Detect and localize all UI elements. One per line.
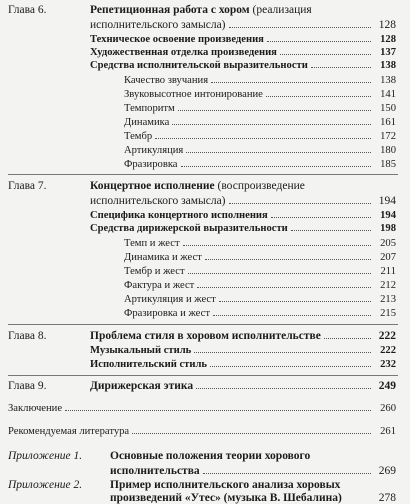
chapter-label: Глава 6. (8, 4, 47, 16)
toc-entry (124, 280, 396, 291)
subsection-title: Фразировка и жест (124, 308, 210, 319)
chapter-title-line (90, 180, 305, 192)
page-number: 128 (378, 19, 396, 31)
toc-entry (124, 266, 396, 277)
subsection-title: Темпоритм (124, 103, 175, 114)
toc-entry (124, 159, 396, 170)
literature-title: Рекомендуемая литература (8, 426, 130, 437)
toc-entry (90, 380, 396, 392)
page-number: 194 (378, 195, 396, 207)
toc-entry (8, 403, 396, 414)
toc-entry (124, 75, 396, 86)
appendix-title: Пример исполнительского анализа хоровых (110, 479, 341, 491)
section-title: Специфика концертного исполнения (90, 210, 268, 221)
subsection-title: Фразировка (124, 159, 178, 170)
appendix-title-cont: исполнительства (110, 465, 200, 477)
page-number: 261 (380, 426, 396, 437)
chapter-note: (воспроизведение (217, 180, 305, 192)
toc-entry (124, 294, 396, 305)
page-number: 260 (380, 403, 396, 414)
appendix-label: Приложение 2. (8, 479, 83, 491)
chapter-note: исполнительского замысла) (90, 195, 226, 207)
toc-entry (90, 210, 396, 221)
toc-entry (90, 345, 396, 356)
page-number: 249 (378, 380, 396, 392)
toc-entry (110, 465, 396, 477)
page-number: 232 (380, 359, 396, 370)
page-number: 198 (380, 223, 396, 234)
page-number: 138 (380, 75, 396, 86)
appendix-label: Приложение 1. (8, 450, 83, 462)
chapter-label: Глава 8. (8, 330, 47, 342)
toc-entry (124, 308, 396, 319)
subsection-title: Артикуляция и жест (124, 294, 216, 305)
page-number: 278 (378, 492, 396, 504)
subsection-title: Артикуляция (124, 145, 184, 156)
toc-entry (90, 60, 396, 71)
appendix-title-cont: произведений «Утес» (музыка В. Шебалина) (110, 492, 342, 504)
toc-entry (90, 34, 396, 45)
chapter-title-line (90, 4, 312, 16)
toc-entry (124, 145, 396, 156)
conclusion-title: Заключение (8, 403, 63, 414)
page-number: 161 (380, 117, 396, 128)
toc-entry (90, 359, 396, 370)
chapter-note: исполнительского замысла) (90, 19, 226, 31)
toc-entry (90, 47, 396, 58)
section-title: Средства исполнительской выразительности (90, 60, 308, 71)
subsection-title: Тембр (124, 131, 153, 142)
divider (8, 324, 398, 325)
toc-entry (90, 330, 396, 342)
chapter-note: (реализация (252, 4, 312, 16)
page-number: 150 (380, 103, 396, 114)
chapter-title: Концертное исполнение (90, 180, 215, 192)
subsection-title: Качество звучания (124, 75, 209, 86)
page-number: 212 (380, 280, 396, 291)
toc-entry (8, 426, 396, 437)
divider (8, 174, 398, 175)
page-number: 194 (380, 210, 396, 221)
divider (8, 375, 398, 376)
section-title: Техническое освоение произведения (90, 34, 264, 45)
subsection-title: Звуковысотное интонирование (124, 89, 263, 100)
page-number: 138 (380, 60, 396, 71)
chapter-label: Глава 9. (8, 380, 47, 392)
subsection-title: Динамика и жест (124, 252, 202, 263)
section-title: Средства дирижерской выразительности (90, 223, 288, 234)
page-number: 211 (380, 266, 396, 277)
toc-entry (124, 131, 396, 142)
page-number: 269 (378, 465, 396, 477)
subsection-title: Динамика (124, 117, 170, 128)
section-title: Исполнительский стиль (90, 359, 208, 370)
section-title: Музыкальный стиль (90, 345, 192, 356)
toc-entry (90, 195, 396, 207)
section-title: Художественная отделка произведения (90, 47, 277, 58)
page-number: 141 (380, 89, 396, 100)
page-number: 207 (380, 252, 396, 263)
chapter-title: Репетиционная работа с хором (90, 4, 250, 16)
page-number: 137 (380, 47, 396, 58)
chapter-title: Проблема стиля в хоровом исполнительстве (90, 330, 321, 342)
toc-entry (124, 238, 396, 249)
toc-entry (90, 223, 396, 234)
subsection-title: Фактура и жест (124, 280, 195, 291)
toc-entry (124, 103, 396, 114)
page-number: 222 (380, 345, 396, 356)
toc-entry (124, 117, 396, 128)
page-number: 128 (380, 34, 396, 45)
page-number: 180 (380, 145, 396, 156)
toc-entry (90, 19, 396, 31)
page-number: 185 (380, 159, 396, 170)
chapter-title: Дирижерская этика (90, 380, 194, 392)
chapter-label: Глава 7. (8, 180, 47, 192)
toc-entry (124, 252, 396, 263)
page-number: 205 (380, 238, 396, 249)
subsection-title: Тембр и жест (124, 266, 185, 277)
subsection-title: Темп и жест (124, 238, 180, 249)
page-number: 213 (380, 294, 396, 305)
toc-entry (124, 89, 396, 100)
appendix-title: Основные положения теории хорового (110, 450, 311, 462)
page-number: 215 (380, 308, 396, 319)
page-number: 172 (380, 131, 396, 142)
page-number: 222 (378, 330, 396, 342)
